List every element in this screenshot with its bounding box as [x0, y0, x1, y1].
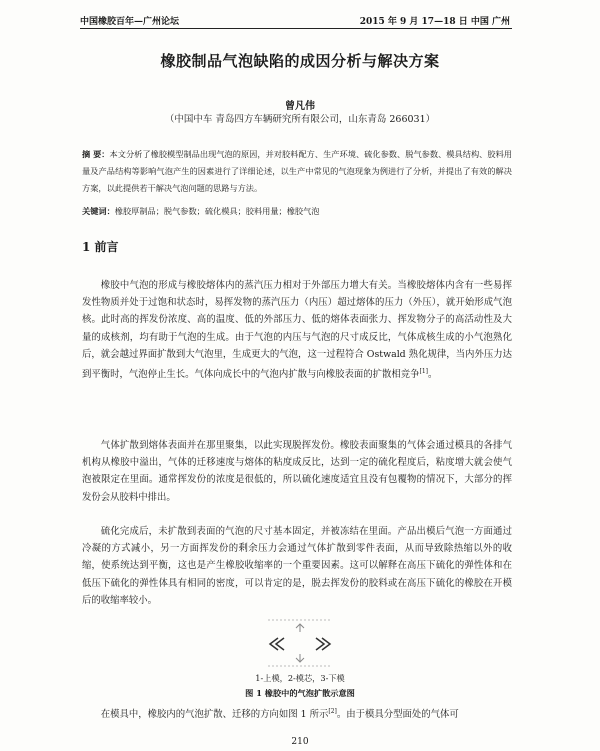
abstract-text: 本文分析了橡胶模型制品出现气泡的原因，并对胶料配方、生产环境、硫化参数、脱气参数、模具结构、胶料用量及产品结构等影响气泡产生的因素进行了详细论述，以生产中常见的气泡现象为例进行了分析，并提出了有效的解决方案，以此提供若干解决气泡问题的思路与方法。 [82, 149, 512, 193]
paragraph-4-text: 在模具中，橡胶内的气泡扩散、迁移的方向如图 1 所示 [100, 709, 329, 721]
paragraph-4-end: 。由于模具分型面处的气体可 [336, 709, 459, 721]
paragraph-1-text: 橡胶中气泡的形成与橡胶熔体内的蒸汽压力相对于外部压力增大有关。当橡胶熔体内含有一些易挥发性物质并处于过饱和状态时，易挥发物的蒸汽压力（内压）超过熔体的压力（外压），就开始形成气泡核。此时高的挥发份浓度、高的温度、低的外部压力、低的熔体表面张力、挥发物分子的高活动性及大量的成核剂，均有助于气泡的生成。由于气泡的内压与气泡的尺寸成反比，气体成核生成的小气泡熟化后，就会越过界面扩散到大气泡里，生成更大的气泡，这一过程符合 Ostwald 熟化规律，当内外压力达到平衡时，气泡停止生长。气体向成长中的气泡内扩散与向橡胶表面的扩散相竞争 [82, 280, 512, 381]
paragraph-1 [82, 277, 512, 383]
paper-title: 橡胶制品气泡缺陷的成因分析与解决方案 [160, 52, 440, 70]
paragraph-3 [82, 523, 512, 609]
section-heading: 1 前言 [82, 240, 119, 254]
header-rule [80, 28, 512, 29]
abstract [82, 146, 512, 197]
header-left: 中国橡胶百年—广州论坛 [80, 17, 180, 27]
bubble-diffusion-diagram [260, 614, 340, 672]
keywords [82, 204, 512, 218]
abstract-label: 摘 要： [82, 149, 110, 159]
citation: [1] [419, 368, 429, 376]
author: 曾凡伟 [285, 101, 315, 112]
keywords-label: 关键词： [82, 206, 115, 216]
keywords-text: 橡胶厚制品；脱气参数；硫化模具；胶料用量；橡胶气泡 [114, 206, 320, 216]
header-right: 2015 年 9 月 17—18 日 中国 广州 [359, 17, 510, 27]
paragraph-2-text: 气体扩散到熔体表面并在那里聚集，以此实现脱挥发份。橡胶表面聚集的气体会通过模具的各排气机构从橡胶中溢出，气体的迁移速度与熔体的粘度成反比，达到一定的硫化程度后，粘度增大就会使气泡被限定在里面。通常挥发份的浓度是很低的，所以硫化速度适宜且没有包覆物的情况下，大部分的挥发份会从胶料中排出。 [82, 440, 512, 503]
affiliation: （中国中车 青岛四方车辆研究所有限公司，山东青岛 266031） [164, 114, 436, 125]
figure-1 [260, 614, 340, 672]
figure-caption: 图 1 橡胶中的气泡扩散示意图 [245, 688, 355, 698]
paragraph-1-end: 。 [428, 369, 438, 381]
paragraph-4 [82, 703, 512, 723]
paragraph-3-text: 硫化完成后，未扩散到表面的气泡的尺寸基本固定，并被冻结在里面。产品出模后气泡一方面通过冷凝的方式减小，另一方面挥发份的剩余压力会通过气体扩散到零件表面，从而导致除热缩以外的收缩，使系统达到平衡，这也是产生橡胶收缩率的一个重要因素。这可以解释在高压下硫化的弹性体和在低压下硫化的弹性体具有相同的密度，可以肯定的是，脱去挥发份的胶料或在高压下硫化的橡胶在开模后的收缩率较小。 [82, 526, 512, 606]
figure-legend: 1-上模，2-模芯，3-下模 [255, 673, 345, 683]
page-number: 210 [291, 737, 309, 747]
running-header [80, 14, 510, 28]
citation: [2] [328, 708, 337, 715]
paragraph-2 [82, 437, 512, 506]
